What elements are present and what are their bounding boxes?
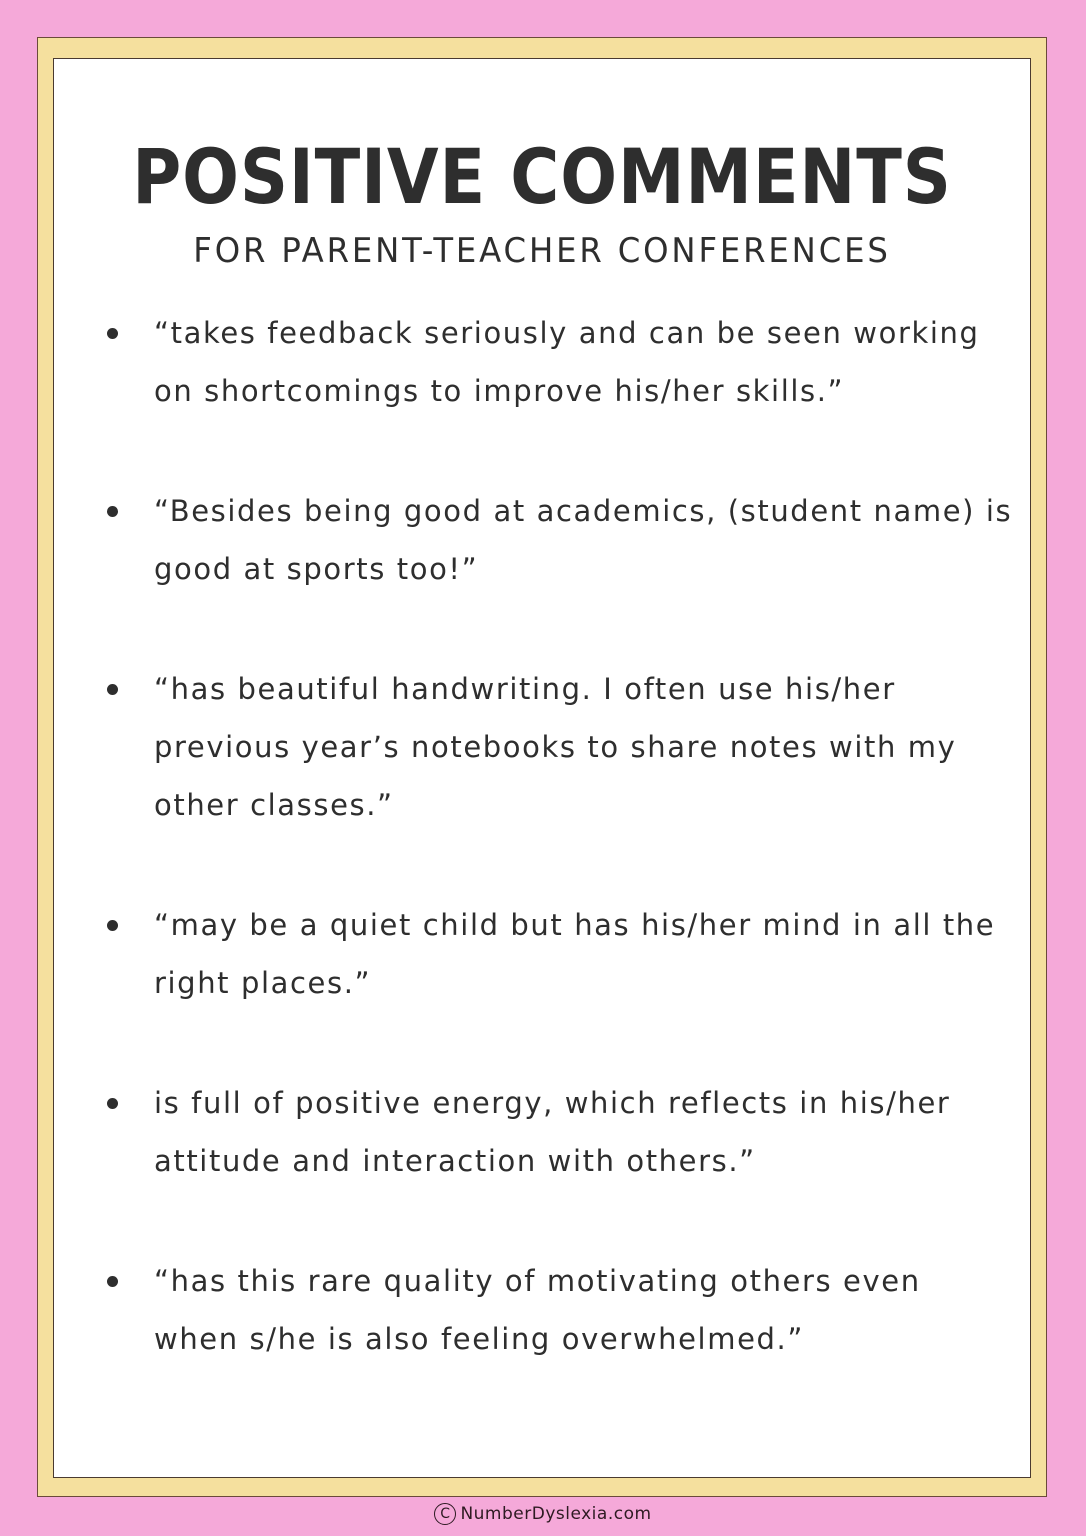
copyright-icon: C bbox=[434, 1503, 456, 1525]
bullet-icon bbox=[107, 684, 118, 695]
comments-list bbox=[104, 304, 1014, 1368]
comment-text: “may be a quiet child but has his/her mind in all the right places.” bbox=[154, 908, 996, 1000]
footer bbox=[0, 1503, 1086, 1525]
comment-item bbox=[104, 304, 1014, 420]
content-panel bbox=[53, 58, 1031, 1478]
outer-frame bbox=[37, 37, 1047, 1497]
comment-item bbox=[104, 896, 1014, 1012]
footer-site: NumberDyslexia.com bbox=[460, 1504, 652, 1524]
page-title: POSITIVE COMMENTS bbox=[132, 132, 952, 221]
comment-text: is full of positive energy, which reflects in his/her attitude and interaction with others.” bbox=[154, 1086, 951, 1178]
bullet-icon bbox=[107, 328, 118, 339]
comment-item bbox=[104, 482, 1014, 598]
bullet-icon bbox=[107, 1276, 118, 1287]
bullet-icon bbox=[107, 506, 118, 517]
comment-text: “has beautiful handwriting. I often use his/her previous year’s notebooks to share notes with my other classes.” bbox=[154, 672, 957, 822]
bullet-icon bbox=[107, 1098, 118, 1109]
comment-text: “Besides being good at academics, (student name) is good at sports too!” bbox=[154, 494, 1013, 586]
comment-item bbox=[104, 660, 1014, 834]
comment-text: “has this rare quality of motivating others even when s/he is also feeling overwhelmed.” bbox=[154, 1264, 921, 1356]
bullet-icon bbox=[107, 920, 118, 931]
comment-text: “takes feedback seriously and can be seen working on shortcomings to improve his/her skills.” bbox=[154, 316, 980, 408]
comment-item bbox=[104, 1252, 1014, 1368]
comment-item bbox=[104, 1074, 1014, 1190]
page-subtitle: FOR PARENT-TEACHER CONFERENCES bbox=[193, 231, 891, 271]
